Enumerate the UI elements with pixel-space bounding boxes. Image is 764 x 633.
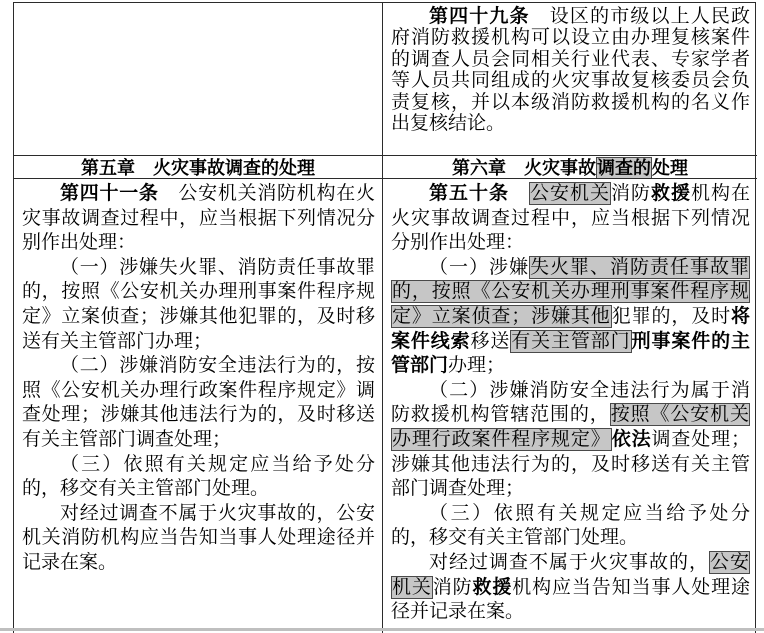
old-chapter-header-cell: [14, 156, 383, 179]
old-version-empty-cell: [14, 3, 383, 156]
text-run: 公安机关消防机构在火灾事故调查过程中，应当根据下列情况分别作出处理：: [22, 183, 375, 254]
new-article-paragraph-4: [391, 502, 750, 551]
text-run: 对经过调查不属于火灾事故的，: [429, 551, 709, 573]
text-run: （一）涉嫌: [429, 256, 529, 278]
old-article-paragraph-2: [22, 256, 375, 354]
page-bottom-edge-line: [0, 628, 764, 631]
inserted-text-run: 救援: [650, 183, 691, 204]
deleted-text-run: 公安机关: [529, 183, 610, 204]
new-chapter-header-cell: [383, 156, 757, 179]
text-run: （一）涉嫌失火罪、消防责任事故罪的，按照《公安机关办理刑事案件程序规定》立案侦查；涉嫌其他犯罪的，及时移送有关主管部门办理；: [22, 256, 375, 352]
inserted-text-run: 刑事案件的主管部门: [391, 330, 750, 377]
new-article-paragraph-2: [391, 256, 750, 379]
text-run: 消防: [432, 576, 473, 598]
text-run: 调查处理；涉嫌其他违法行为的，及时移送有关主管部门调查处理；: [391, 428, 750, 500]
comparison-table: [13, 2, 756, 633]
old-article-paragraph-5: [22, 502, 375, 576]
inserted-text-run: 第四十一条: [60, 183, 159, 204]
text-run: 犯罪的，及时: [611, 305, 731, 327]
inserted-text-run: 将案件线索: [391, 305, 750, 352]
text-run: （二）涉嫌消防安全违法行为属于消防救援机构管辖范围的，: [391, 379, 750, 426]
text-run: 第五章 火灾事故调查的处理: [81, 158, 315, 178]
text-run: 第六章 火灾事故: [452, 158, 596, 178]
text-run: [509, 183, 529, 204]
new-article-50-cell: [383, 179, 757, 633]
old-chapter-header: [81, 158, 315, 178]
text-run: 机构在火灾事故调查过程中，应当根据下列情况分别作出处理：: [391, 183, 750, 254]
inserted-text-run: 第五十条: [429, 183, 509, 204]
text-run: 移送: [470, 330, 511, 352]
new-article-49-cell: [383, 3, 757, 156]
inserted-text-run: 救援: [472, 576, 513, 598]
inserted-text-run: 第四十九条: [429, 6, 530, 27]
new-article-paragraph-3: [391, 379, 750, 502]
deleted-text-run: 失火罪、消防责任事故罪的，按照《公安机关办理刑事案件程序规定》立案侦查；涉嫌其他: [392, 256, 749, 327]
text-run: 设区的市级以上人民政府消防救援机构可以设立由办理复核案件的调查人员会同相关行业代表、专家学者等人员共同组成的火灾事故复核委员会负责复核，并以本级消防救援机构的名义作出复核结论。: [391, 6, 750, 135]
article-49-paragraph: [391, 6, 750, 134]
inserted-text-run: 依法: [611, 428, 652, 450]
new-article-paragraph-1: [391, 182, 750, 256]
old-article-paragraph-1: [22, 182, 375, 256]
deleted-text-run: 调查的: [597, 158, 651, 178]
text-run: 机构应当告知当事人处理途径并记录在案。: [391, 576, 750, 623]
text-run: （三）依照有关规定应当给予处分的，移交有关主管部门处理。: [391, 502, 750, 549]
text-run: 办理；: [448, 355, 506, 377]
text-run: 消防: [610, 183, 651, 204]
old-article-paragraph-3: [22, 354, 375, 452]
text-run: （三）依照有关规定应当给予处分的，移交有关主管部门处理。: [22, 453, 375, 500]
old-article-paragraph-4: [22, 453, 375, 502]
text-run: 处理: [652, 158, 688, 178]
deleted-text-run: 公安机关: [392, 551, 749, 598]
new-article-paragraph-5: [391, 551, 750, 625]
text-run: 对经过调查不属于火灾事故的，公安机关消防机构应当告知当事人处理途径并记录在案。: [22, 502, 375, 573]
deleted-text-run: 有关主管部门: [511, 330, 631, 352]
text-run: （二）涉嫌消防安全违法行为的，按照《公安机关办理行政案件程序规定》调查处理；涉嫌其他违法行为的，及时移送有关主管部门调查处理；: [22, 355, 375, 450]
new-chapter-header: [452, 157, 688, 179]
deleted-text-run: 按照《公安机关办理行政案件程序规定》: [392, 404, 749, 450]
old-article-41-cell: [14, 179, 383, 633]
